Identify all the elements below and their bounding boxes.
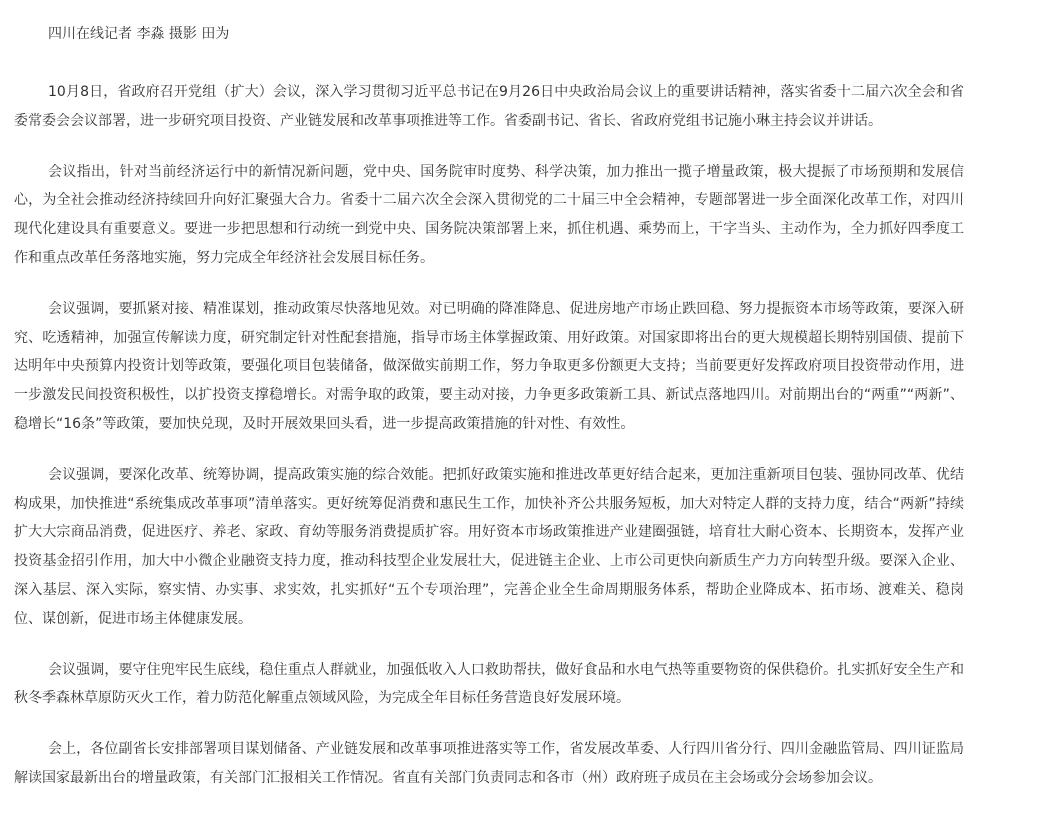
article-paragraph-1: 10月8日，省政府召开党组（扩大）会议，深入学习贯彻习近平总书记在9月26日中央政治局会议上的重要讲话精神，落实省委十二届六次全会和省委常委会会议部署，进一步研究项目投资、产业链发展和改革事项推进等工作。省委副书记、省长、省政府党组书记施小琳主持会议并讲话。 — [14, 84, 964, 129]
article-paragraph-5: 会议强调，要守住兜牢民生底线，稳住重点人群就业，加强低收入人口救助帮扶，做好食品和水电气热等重要物资的保供稳价。扎实抓好安全生产和秋冬季森林草原防灭火工作，着力防范化解重点领域风险，为完成全年目标任务营造良好发展环境。 — [14, 661, 964, 707]
article-paragraph-6: 会上，各位副省长安排部署项目谋划储备、产业链发展和改革事项推进落实等工作，省发展改革委、人行四川省分行、四川金融监管局、四川证监局解读国家最新出台的增量政策，有关部门汇报相关工作情况。省直有关部门负责同志和各市（州）政府班子成员在主会场或分会场参加会议。 — [14, 741, 964, 786]
article-paragraph-3: 会议强调，要抓紧对接、精准谋划，推动政策尽快落地见效。对已明确的降准降息、促进房地产市场止跌回稳、努力提振资本市场等政策，要深入研究、吃透精神，加强宣传解读力度，研究制定针对性配套措施，指导市场主体掌握政策、用好政策。对国家即将出台的更大规模超长期特别国债、提前下达明年中央预算内投资计划等政策，要强化项目包装储备，做深做实前期工作，努力争取更多份额更大支持；当前要更好发挥政府项目投资带动作用，进一步激发民间投资积极性，以扩投资支撑稳增长。对需争取的政策，要主动对接，力争更多政策新工具、新试点落地四川。对前期出台的“两重”“两新”、稳增长“16条”等政策，要加快兑现，及时开展效果回头看，进一步提高政策措施的针对性、有效性。 — [14, 300, 964, 432]
article-paragraph-4: 会议强调，要深化改革、统筹协调，提高政策实施的综合效能。把抓好政策实施和推进改革更好结合起来，更加注重新项目包装、强协同改革、优结构成果，加快推进“系统集成改革事项”清单落实。更好统筹促消费和惠民生工作，加快补齐公共服务短板，加大对特定人群的支持力度，结合“两新”持续扩大大宗商品消费，促进医疗、养老、家政、育幼等服务消费提质扩容。用好资本市场政策推进产业建圈强链，培育壮大耐心资本、长期资本，发挥产业投资基金招引作用，加大中小微企业融资支持力度，推动科技型企业发展壮大，促进链主企业、上市公司更快向新质生产力方向转型升级。要深入企业、深入基层、深入实际，察实情、办实事、求实效，扎实抓好“五个专项治理”，完善企业全生命周期服务体系，帮助企业降成本、拓市场、渡难关、稳岗位、谋创新，促进市场主体健康发展。 — [14, 466, 964, 627]
article-paragraph-2: 会议指出，针对当前经济运行中的新情况新问题，党中央、国务院审时度势、科学决策，加力推出一揽子增量政策，极大提振了市场预期和发展信心，为全社会推动经济持续回升向好汇聚强大合力。省委十二届六次全会深入贯彻党的二十届三中全会精神，专题部署进一步全面深化改革工作，对四川现代化建设具有重要意义。要进一步把思想和行动统一到党中央、国务院决策部署上来，抓住机遇、乘势而上，干字当头、主动作为，全力抓好四季度工作和重点改革任务落地实施，努力完成全年经济社会发展目标任务。 — [14, 163, 964, 266]
article-byline: 四川在线记者 李淼 摄影 田为 — [48, 26, 230, 42]
